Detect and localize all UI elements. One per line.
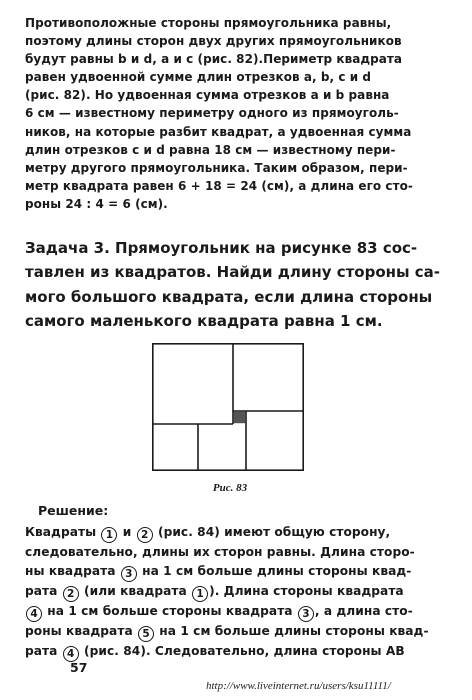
intro-line: метру другого прямоугольника. Таким образом, пери- — [25, 160, 408, 175]
solution-line: рата 2 (или квадрата 1 ). Длина стороны квадрата — [25, 584, 404, 601]
circled-number: 1 — [101, 527, 117, 543]
intro-line: 6 см — известному периметру одного из прямоуголь- — [25, 106, 399, 121]
watermark-url: http://www.liveinternet.ru/users/ksu11111/ — [206, 680, 391, 692]
solution-line: ны квадрата 3 на 1 см больше длины стороны квад- — [25, 564, 412, 581]
intro-line: роны 24 : 4 = 6 (см). — [25, 196, 168, 211]
intro-line: поэтому длины сторон двух других прямоугольников — [25, 34, 402, 49]
intro-line: метр квадрата равен 6 + 18 = 24 (см), а длина его сто- — [25, 178, 413, 193]
circled-number: 1 — [192, 586, 208, 602]
intro-paragraph — [25, 14, 441, 213]
page-number: 57 — [70, 660, 88, 675]
task-line: тавлен из квадратов. Найди длину стороны са- — [25, 263, 441, 282]
circled-number: 2 — [63, 586, 79, 602]
figure-83 — [152, 343, 304, 471]
intro-line: длин отрезков c и d равна 18 см — известному пери- — [25, 142, 396, 157]
solution-line: следовательно, длины их сторон равны. Длина сторо- — [25, 545, 415, 559]
task-line: самого маленького квадрата равна 1 см. — [25, 311, 383, 330]
solution-line: 4 на 1 см больше стороны квадрата 3 , а длина сто- — [25, 602, 441, 622]
intro-line: (рис. 82). Но удвоенная сумма отрезков a и b равна — [25, 88, 390, 103]
circled-number: 2 — [137, 527, 153, 543]
solution-paragraph — [25, 523, 441, 662]
task-3-statement — [25, 236, 445, 333]
solution-line: Квадраты 1 и 2 (рис. 84) имеют общую сторону, — [25, 525, 391, 541]
solution-line: роны квадрата 5 на 1 см больше длины стороны квад- — [25, 624, 429, 641]
circled-number: 4 — [26, 606, 42, 622]
circled-number: 3 — [121, 566, 137, 582]
circled-number: 4 — [63, 646, 79, 662]
task-line: мого большого квадрата, если длина стороны — [25, 287, 433, 306]
solution-line: рата 4 (рис. 84). Следовательно, длина стороны AB — [25, 644, 405, 661]
intro-line: Противоположные стороны прямоугольника равны, — [25, 16, 392, 30]
task-line: Задача 3. Прямоугольник на рисунке 83 сос- — [25, 239, 418, 257]
circled-number: 5 — [138, 626, 154, 642]
fig-outer-rect — [153, 344, 303, 470]
intro-line: ников, на которые разбит квадрат, а удвоенная сумма — [25, 124, 412, 139]
solution-heading: Решение: — [38, 503, 109, 518]
fig-smallest-square — [234, 412, 245, 423]
circled-number: 3 — [298, 606, 314, 622]
figure-caption: Рис. 83 — [212, 482, 248, 494]
intro-line: будут равны b и d, a и c (рис. 82).Периметр квадрата — [25, 52, 403, 67]
intro-line: равен удвоенной сумме длин отрезков a, b, c и d — [25, 70, 372, 85]
